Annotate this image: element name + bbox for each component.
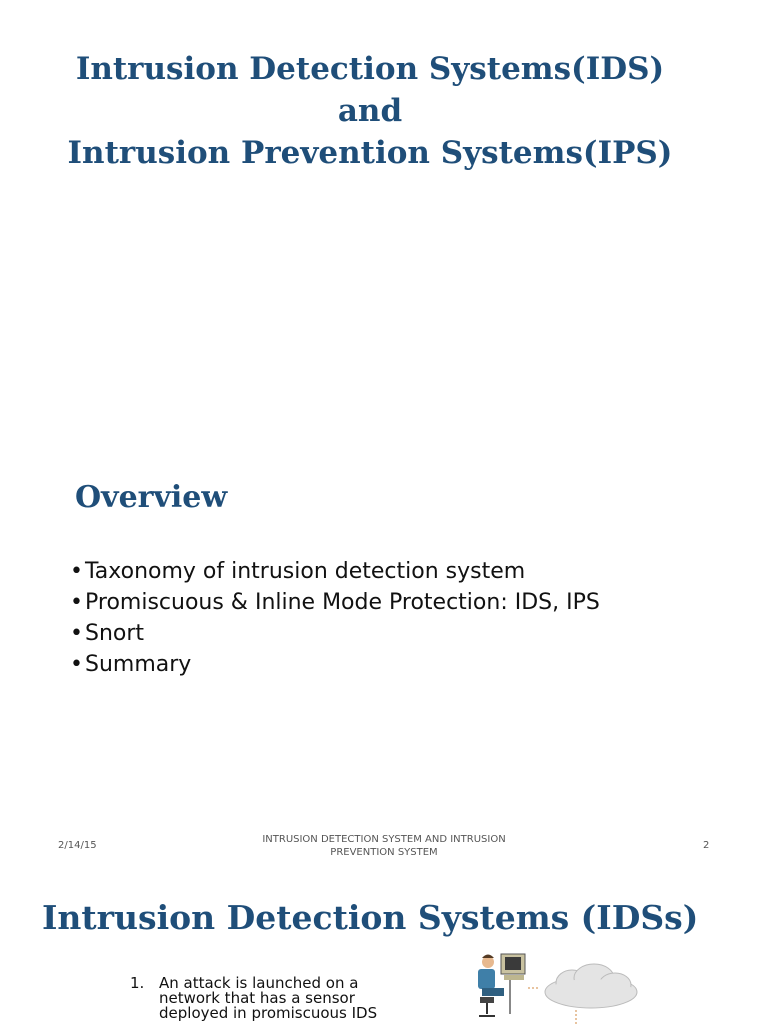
bullet-icon: • <box>70 621 83 646</box>
bullet-icon: • <box>70 590 83 615</box>
list-item: • Summary <box>70 652 192 677</box>
page-number: 2 <box>703 840 710 851</box>
list-item: • Taxonomy of intrusion detection system <box>70 559 526 584</box>
footer-date: 2/14/15 <box>58 840 97 851</box>
step-text: An attack is launched on a network that has a sensor deployed in promiscuous IDS <box>159 974 378 1022</box>
footer-title: INTRUSION DETECTION SYSTEM AND INTRUSION PREVENTION SYSTEM <box>262 834 506 858</box>
list-item: • Snort <box>70 621 145 646</box>
title-line: and <box>337 93 403 129</box>
ids-heading: Intrusion Detection Systems (IDSs) <box>42 898 699 937</box>
bullet-icon: • <box>70 652 83 677</box>
step-number: 1. <box>130 974 145 992</box>
title-line: Intrusion Prevention Systems(IPS) <box>67 135 673 171</box>
user-at-computer-icon <box>478 954 525 1016</box>
deck-title <box>0 48 740 174</box>
steps-list <box>130 976 410 1021</box>
list-item: • Promiscuous & Inline Mode Protection: IDS, IPS <box>70 590 600 615</box>
network-diagram <box>468 948 638 1024</box>
overview-heading: Overview <box>75 480 228 515</box>
overview-bullet-list <box>70 560 630 684</box>
list-item <box>130 976 410 1021</box>
cloud-icon <box>545 964 637 1008</box>
bullet-icon: • <box>70 559 83 584</box>
title-line: Intrusion Detection Systems(IDS) <box>75 51 665 87</box>
